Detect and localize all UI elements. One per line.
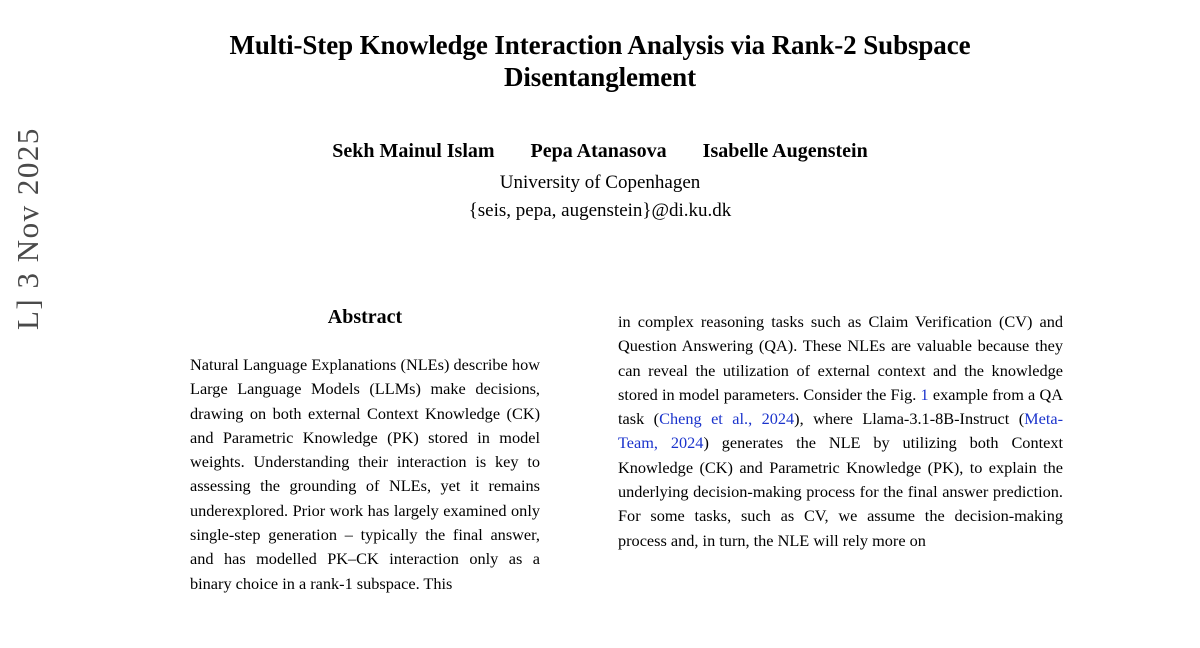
arxiv-stamp: L] 3 Nov 2025 bbox=[10, 127, 45, 330]
citation-link[interactable]: Cheng et al., 2024 bbox=[659, 409, 795, 429]
introduction-text: in complex reasoning tasks such as Claim Verification (CV) and Question Answering (QA). These NLEs are valuable because they can reveal the utilization of external context and the knowledge stored in model parameters. Consider the Fig. 1 example from a QA task (Cheng et al., 2024), where Llama-3.1-8B-Instruct (Meta-Team, 2024) generates the NLE by utilizing both Context Knowledge (CK) and Parametric Knowledge (PK), to explain the underlying decision-making process for the final answer prediction. For some tasks, such as CV, we assume the decision-making process and, in turn, the NLE will rely more on bbox=[618, 312, 1064, 550]
page-title: Multi-Step Knowledge Interaction Analysis via Rank-2 Subspace Disentanglement bbox=[229, 30, 971, 92]
abstract-text: Natural Language Explanations (NLEs) describe how Large Language Models (LLMs) make decisions, drawing on both external Context Knowledge (CK) and Parametric Knowledge (PK) stored in model weights. Understanding their interaction is key to assessing the grounding of NLEs, yet it remains underexplored. Prior work has largely examined only single-step generation – typically the final answer, and has modelled PK–CK interaction only as a binary choice in a rank-1 subspace. This bbox=[190, 355, 540, 593]
citation-link[interactable]: 1 bbox=[920, 384, 929, 404]
abstract-heading: Abstract bbox=[327, 306, 403, 328]
abstract-column bbox=[190, 353, 540, 596]
introduction-column bbox=[618, 310, 1063, 553]
author-name: Sekh Mainul Islam bbox=[332, 140, 495, 162]
author-list bbox=[180, 140, 1020, 163]
author-name: Pepa Atanasova bbox=[530, 140, 667, 162]
author-name: Isabelle Augenstein bbox=[702, 140, 868, 162]
citation-link[interactable]: Meta-Team, 2024 bbox=[618, 409, 1064, 453]
author-emails: {seis, pepa, augenstein}@di.ku.dk bbox=[468, 200, 732, 221]
affiliation: University of Copenhagen bbox=[499, 172, 701, 193]
